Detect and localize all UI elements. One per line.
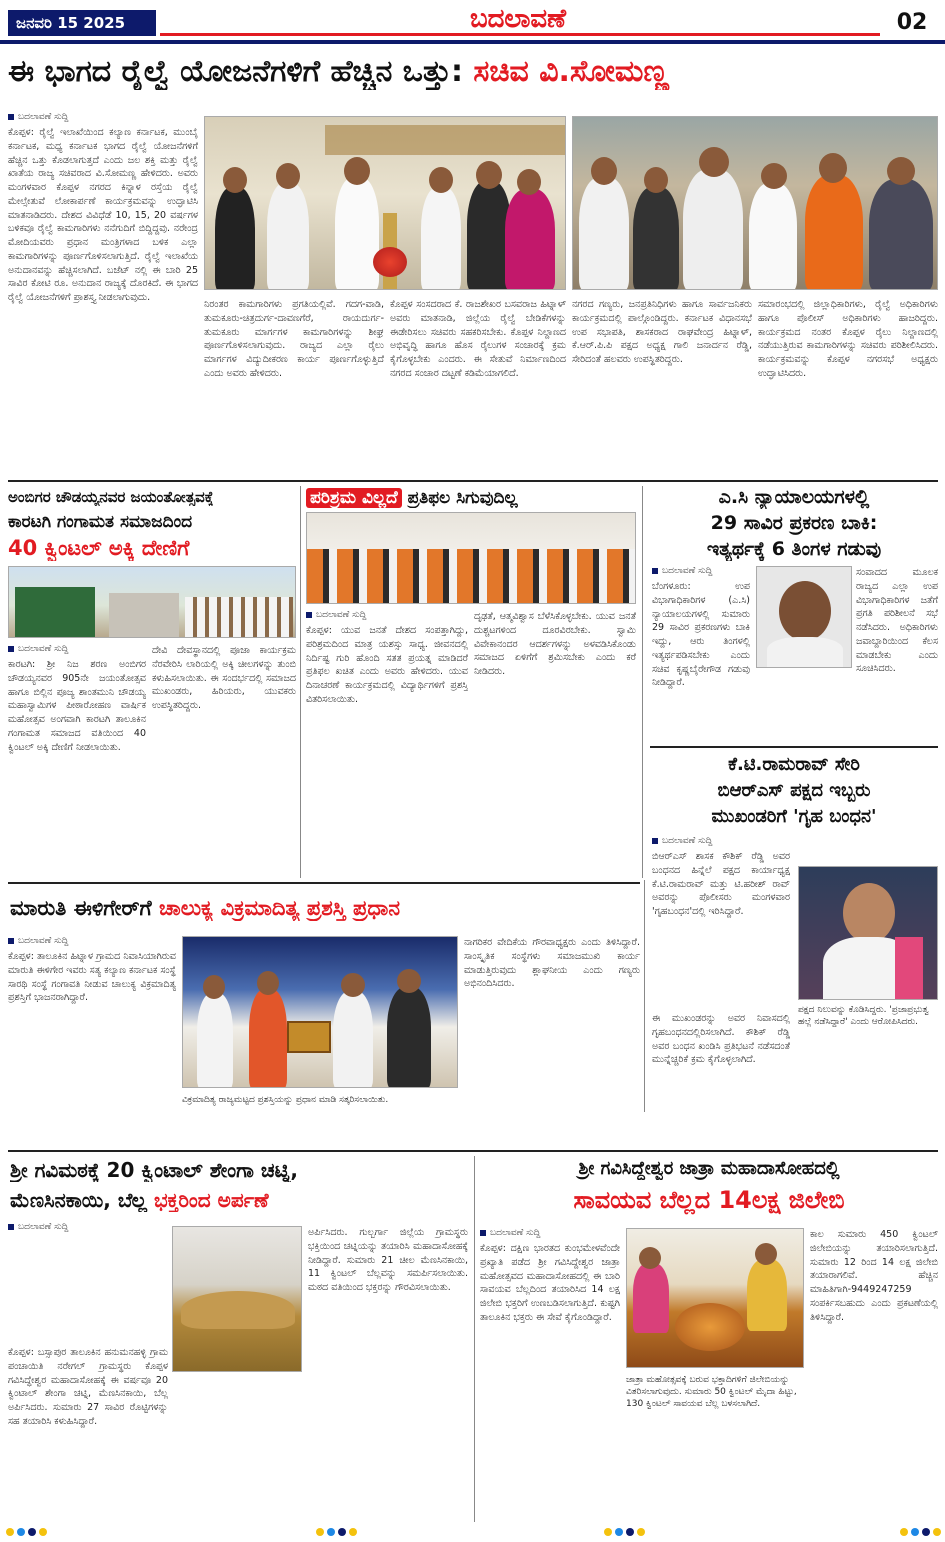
divider: [474, 1156, 475, 1522]
s7-column-2: ಅರ್ಪಿಸಿದರು. ಗುಲ್ಬರ್ಗಾ ಜಿಲ್ಲೆಯ ಗ್ರಾಮಸ್ಥರು ಭಕ್ತಿಯಿಂದ ಚಟ್ನಿಯನ್ನು ತಯಾರಿಸಿ ಮಹಾದಾಸೋಹಕ್ಕೆ ನೀಡಿದ್ದಾರೆ. ಸುಮಾರು 21 ಚೀಲ ಮೆಣಸಿನಕಾಯಿ, 11 ಕ್ವಿಂಟಲ್ ಬೆಲ್ಲವನ್ನು ಸಮರ್ಪಿಸಲಾಯಿತು. ಮಠದ ವತಿಯಿಂದ ಭಕ್ತರನ್ನು ಗೌರವಿಸಲಾಯಿತು.: [308, 1227, 468, 1294]
s4-column-2a: [756, 674, 852, 740]
s5-portrait: [798, 866, 938, 1000]
divider: [642, 486, 643, 878]
s4-portrait: [756, 566, 852, 668]
s6-photo: [182, 936, 458, 1088]
s5-column-3: [798, 1052, 938, 1112]
s6-byline: ಬದಲಾವಣೆ ಸುದ್ದಿ: [8, 936, 178, 946]
lead-headline-a: ಈ ಭಾಗದ ರೈಲ್ವೆ ಯೋಜನೆಗಳಿಗೆ ಹೆಚ್ಚಿನ ಒತ್ತು:: [8, 54, 463, 89]
s7-column-1: ಕೊಪ್ಪಳ: ಬಸ್ಸಾಪುರ ತಾಲೂಕಿನ ಹನುಮನಹಳ್ಳಿ ಗ್ರಾಮ ಪಂಚಾಯಿತಿ ನರೇಗಲ್ ಗ್ರಾಮಸ್ಥರು ಕೊಪ್ಪಳ ಗವಿಸಿದ್ಧೇಶ್ವರ ಮಹಾದಾಸೋಹಕ್ಕೆ ಈ ವರ್ಷವೂ 20 ಕ್ವಿಂಟಾಲ್ ಶೇಂಗಾ ಚಟ್ನಿ, ಮೆಣಸಿನಕಾಯಿ, ಬೆಲ್ಲ ಅರ್ಪಿಸಿದರು. ಸುಮಾರು 27 ಸಾವಿರ ರೊಟ್ಟಿಗಳನ್ನು ಸಹ ತಯಾರಿಸಿ ಕಳುಹಿಸಿದ್ದಾರೆ.: [8, 1347, 168, 1427]
s7-headline-line2a: ಮೆಣಸಿನಕಾಯಿ, ಬೆಲ್ಲ: [10, 1188, 148, 1212]
s8-column-2: ಕಾಲ ಸುಮಾರು 450 ಕ್ವಿಂಟಲ್ ಜಿಲೇಬಿಯನ್ನು ತಯಾರಿಸಲಾಗುತ್ತಿದೆ. ಸುಮಾರು 12 ರಿಂದ 14 ಲಕ್ಷ ಜಿಲೇಬಿ ತಯಾರಾಗಲಿವೆ. ಹೆಚ್ಚಿನ ಮಾಹಿತಿಗಾಗಿ-9449247259 ಸಂಪರ್ಕಿಸಬಹುದು ಎಂದು ಪ್ರಕಟಣೆಯಲ್ಲಿ ತಿಳಿಸಿದ್ದಾರೆ.: [810, 1229, 938, 1323]
s3-headline-b: ಪ್ರತಿಫಲ ಸಿಗುವುದಿಲ್ಲ: [407, 488, 518, 508]
s6-column-2: ನಾಗರಿಕರ ವೇದಿಕೆಯ ಗೌರವಾಧ್ಯಕ್ಷರು ಎಂದು ತಿಳಿಸಿದ್ದಾರೆ. ಸಾಂಸ್ಕೃತಿಕ ಸಂಸ್ಥೆಗಳು ಸಮಾಜಮುಖಿ ಕಾರ್ಯ ಮಾಡುತ್ತಿರುವುದು ಶ್ಲಾಘನೀಯ ಎಂದು ಗಣ್ಯರು ಅಭಿನಂದಿಸಿದರು.: [464, 937, 640, 990]
s4-column-2: ಸಂವಾದದ ಮೂಲಕ ರಾಜ್ಯದ ಎಲ್ಲಾ ಉಪ ವಿಭಾಗಾಧಿಕಾರಿಗಳ ಜತೆಗೆ ಪ್ರಗತಿ ಪರಿಶೀಲನೆ ಸಭೆ ನಡೆಸಿದರು. ಅಧಿಕಾರಿಗಳು ಜವಾಬ್ದಾರಿಯಿಂದ ಕೆಲಸ ಮಾಡಬೇಕು ಎಂದು ಸೂಚಿಸಿದರು.: [856, 567, 938, 675]
masthead-underline: [0, 40, 945, 44]
divider: [644, 880, 645, 1112]
s5-headline-line1: ಕೆ.ಟಿ.ರಾಮರಾವ್ ಸೇರಿ: [728, 754, 860, 775]
divider: [8, 1150, 938, 1152]
s8-headline-line1: ಶ್ರೀ ಗವಿಸಿದ್ದೇಶ್ವರ ಜಾತ್ರಾ ಮಹಾದಾಸೋಹದಲ್ಲಿ: [578, 1158, 840, 1179]
footer-dots-center-left: [316, 1528, 357, 1536]
s3-headline: [306, 488, 640, 508]
s3-column-2: ದೃಢತೆ, ಆತ್ಮವಿಶ್ವಾಸ ಬೆಳೆಸಿಕೊಳ್ಳಬೇಕು. ಯುವ ಜನತೆ ದುಶ್ಚಟಗಳಿಂದ ದೂರವಿರಬೇಕು. ಸ್ವಾಮಿ ವಿವೇಕಾನಂದರ ಆದರ್ಶಗಳನ್ನು ಅಳವಡಿಸಿಕೊಂಡು ಸಮಾಜದ ಏಳಿಗೆಗೆ ಶ್ರಮಿಸಬೇಕು ಎಂದು ಕರೆ ನೀಡಿದರು.: [474, 611, 636, 678]
lead-headline-b: ಸಚಿವ ವಿ.ಸೋಮಣ್ಣ: [473, 54, 669, 89]
s6-headline-a: ಮಾರುತಿ ಈಳಿಗೇರ್‌ಗೆ: [10, 896, 152, 920]
masthead-title: ಬದಲಾವಣೆ: [470, 4, 567, 34]
s2-column-2: ದೇವಿ ದೇವಸ್ಥಾನದಲ್ಲಿ ಪೂಜಾ ಕಾರ್ಯಕ್ರಮ ನೆರವೇರಿಸಿ ಲಾರಿಯಲ್ಲಿ ಅಕ್ಕಿ ಚೀಲಗಳನ್ನು ತುಂಬಿ ಕಳುಹಿಸಲಾಯಿತು. ಈ ಸಂದರ್ಭದಲ್ಲಿ ಸಮಾಜದ ಮುಖಂಡರು, ಹಿರಿಯರು, ಯುವಕರು ಉಪಸ್ಥಿತರಿದ್ದರು.: [152, 645, 296, 712]
s4-headline-line2: 29 ಸಾವಿರ ಪ್ರಕರಣ ಬಾಕಿ:: [710, 512, 878, 534]
s6-headline-b: ಚಾಲುಕ್ಯ ವಿಕ್ರಮಾದಿತ್ಯ ಪ್ರಶಸ್ತಿ ಪ್ರಧಾನ: [158, 896, 401, 920]
lead-column-4: ನಗರದ ಗಣ್ಯರು, ಜನಪ್ರತಿನಿಧಿಗಳು ಹಾಗೂ ಸಾರ್ವಜನಿಕರು ಕಾರ್ಯಕ್ರಮದಲ್ಲಿ ಪಾಲ್ಗೊಂಡಿದ್ದರು. ಕರ್ನಾಟಕ ವಿಧಾನಸಭೆ ಉಪ ಸಭಾಪತಿ, ಶಾಸಕರಾದ ರಾಘವೇಂದ್ರ ಹಿಟ್ನಾಳ್, ಕೆ.ಆರ್.ಪಿ.ಪಿ ಪಕ್ಷದ ಅಧ್ಯಕ್ಷ ಗಾಲಿ ಜನಾರ್ದನ ರೆಡ್ಡಿ, ಸೇರಿದಂತೆ ಹಲವರು ಉಪಸ್ಥಿತರಿದ್ದರು.: [572, 299, 752, 366]
lead-column-2: ನಿರಂತರ ಕಾಮಗಾರಿಗಳು ಪ್ರಗತಿಯಲ್ಲಿವೆ. ಗದಗ-ವಾಡಿ, ತುಮಕೂರು-ಚಿತ್ರದುರ್ಗ-ದಾವಣಗೆರೆ, ರಾಯದುರ್ಗ-ತುಮಕೂರು ಮಾರ್ಗಗಳ ಕಾಮಗಾರಿಗಳನ್ನು ಶೀಘ್ರ ಪೂರ್ಣಗೊಳಿಸಲಾಗುವುದು. ರಾಜ್ಯದ ಎಲ್ಲಾ ರೈಲು ಮಾರ್ಗಗಳ ವಿದ್ಯುದೀಕರಣ ಕಾರ್ಯ ಪೂರ್ಣಗೊಳ್ಳುತ್ತಿದೆ ಎಂದು ಅವರು ಹೇಳಿದರು.: [204, 299, 384, 379]
s2-kicker: ಅಂಬಿಗರ ಚೌಡಯ್ಯನವರ ಜಯಂತೋತ್ಸವಕ್ಕೆ: [8, 488, 214, 506]
s7-headline-line2: [10, 1188, 470, 1212]
s8-column-1: ಕೊಪ್ಪಳ: ದಕ್ಷಿಣ ಭಾರತದ ಕುಂಭಮೇಳವೆಂದೇ ಪ್ರಖ್ಯಾತಿ ಪಡೆದ ಶ್ರೀ ಗವಿಸಿದ್ದೇಶ್ವರ ಜಾತ್ರಾ ಮಹೋತ್ಸವದ ಮಹಾದಾಸೋಹದಲ್ಲಿ ಈ ಬಾರಿ ಸಾವಯವ ಬೆಲ್ಲದಿಂದ ತಯಾರಿಸಿದ 14 ಲಕ್ಷ ಜಿಲೇಬಿ ಭಕ್ತರಿಗೆ ಉಣಬಡಿಸಲಾಗುತ್ತಿದೆ. ಕುಷ್ಟಗಿ ತಾಲೂಕಿನ ಭಕ್ತರು ಈ ಸೇವೆ ಕೈಗೊಂಡಿದ್ದಾರೆ.: [480, 1243, 620, 1323]
s4-column-1: ಬೆಂಗಳೂರು: ಉಪ ವಿಭಾಗಾಧಿಕಾರಿಗಳ (ಎ.ಸಿ) ನ್ಯಾಯಾಲಯಗಳಲ್ಲಿ ಸುಮಾರು 29 ಸಾವಿರ ಪ್ರಕರಣಗಳು ಬಾಕಿ ಇದ್ದು, ಆರು ತಿಂಗಳಲ್ಲಿ ಇತ್ಯರ್ಥಪಡಿಸಬೇಕು ಎಂದು ಸಚಿವ ಕೃಷ್ಣಬೈರೇಗೌಡ ಗಡುವು ನೀಡಿದ್ದಾರೆ.: [652, 581, 750, 689]
lead-byline: ಬದಲಾವಣೆ ಸುದ್ದಿ: [8, 112, 198, 122]
lead-column-5: ಸಮಾರಂಭದಲ್ಲಿ ಜಿಲ್ಲಾಧಿಕಾರಿಗಳು, ರೈಲ್ವೆ ಅಧಿಕಾರಿಗಳು ಹಾಗೂ ಪೊಲೀಸ್ ಅಧಿಕಾರಿಗಳು ಹಾಜರಿದ್ದರು. ಕಾರ್ಯಕ್ರಮದ ನಂತರ ಕೊಪ್ಪಳ ರೈಲು ನಿಲ್ದಾಣದಲ್ಲಿ ನಡೆಯುತ್ತಿರುವ ಕಾಮಗಾರಿಗಳನ್ನು ಸಚಿವರು ಪರಿಶೀಲಿಸಿದರು. ಕಾರ್ಯಕ್ರಮವನ್ನು ಕೊಪ್ಪಳ ನಗರಸಭೆ ಅಧ್ಯಕ್ಷರು ಉದ್ಘಾಟಿಸಿದರು.: [758, 299, 938, 379]
s6-column-1: ಕೊಪ್ಪಳ: ತಾಲೂಕಿನ ಹಿಟ್ನಾಳ ಗ್ರಾಮದ ನಿವಾಸಿಯಾಗಿರುವ ಮಾರುತಿ ಈಳಿಗೇರ ಇವರು ಸತ್ಯ ಕಲ್ಯಾಣ ಕರ್ನಾಟಕ ಸಂಸ್ಥೆ ಸಾರಥಿ ಸಂಸ್ಥೆ ಗಂಗಾವತಿ ನೀಡುವ ಚಾಲುಕ್ಯ ವಿಕ್ರಮಾದಿತ್ಯ ಪ್ರಶಸ್ತಿಗೆ ಭಾಜನರಾಗಿದ್ದಾರೆ.: [8, 951, 176, 1004]
divider: [300, 486, 301, 878]
s5-headline-line2: ಬಿಆರ್‌ಎಸ್ ಪಕ್ಷದ ಇಬ್ಬರು: [717, 780, 871, 801]
lead-column-3: ಕೊಪ್ಪಳ ಸಂಸದರಾದ ಕೆ. ರಾಜಶೇಖರ ಬಸವರಾಜ ಹಿಟ್ನಾಳ್ ಅವರು ಮಾತನಾಡಿ, ಜಿಲ್ಲೆಯ ರೈಲ್ವೆ ಬೇಡಿಕೆಗಳನ್ನು ಈಡೇರಿಸಲು ಸಚಿವರು ಸಹಕರಿಸಬೇಕು. ಕೊಪ್ಪಳ ನಿಲ್ದಾಣದ ಅಭಿವೃದ್ಧಿ ಹಾಗೂ ಹೊಸ ರೈಲುಗಳ ಸಂಚಾರಕ್ಕೆ ಕ್ರಮ ಕೈಗೊಳ್ಳಬೇಕು ಎಂದರು. ಈ ಸೇತುವೆ ನಿರ್ಮಾಣದಿಂದ ನಗರದ ಸಂಚಾರ ದಟ್ಟಣೆ ಕಡಿಮೆಯಾಗಲಿದೆ.: [390, 299, 566, 379]
divider: [8, 882, 640, 884]
s7-photo: [172, 1226, 302, 1372]
page-number: 02: [896, 10, 928, 35]
s3-column-1: ಕೊಪ್ಪಳ: ಯುವ ಜನತೆ ದೇಶದ ಸಂಪತ್ತಾಗಿದ್ದು, ಪರಿಶ್ರಮದಿಂದ ಮಾತ್ರ ಯಶಸ್ಸು ಸಾಧ್ಯ. ಜೀವನದಲ್ಲಿ ನಿರ್ದಿಷ್ಟ ಗುರಿ ಹೊಂದಿ ಸತತ ಪ್ರಯತ್ನ ಮಾಡಿದರೆ ಪ್ರತಿಫಲ ಖಚಿತ ಎಂದು ಅವರು ಹೇಳಿದರು. ಯುವ ದಿನಾಚರಣೆ ಕಾರ್ಯಕ್ರಮದಲ್ಲಿ ವಿದ್ಯಾರ್ಥಿಗಳಿಗೆ ಪ್ರಶಸ್ತಿ ವಿತರಿಸಲಾಯಿತು.: [306, 625, 468, 705]
footer-dots-right: [900, 1528, 941, 1536]
s4-headline-line3: ಇತ್ಯರ್ಥಕ್ಕೆ 6 ತಿಂಗಳ ಗಡುವು: [706, 538, 882, 560]
s6-headline: [10, 896, 640, 921]
s2-photo: [8, 566, 296, 638]
s7-column-1b: [172, 1376, 302, 1522]
s7-byline: ಬದಲಾವಣೆ ಸುದ್ದಿ: [8, 1222, 168, 1232]
s8-byline: ಬದಲಾವಣೆ ಸುದ್ದಿ: [480, 1228, 620, 1238]
s6-photo-caption: ವಿಕ್ರಮಾದಿತ್ಯ ರಾಜ್ಯಮಟ್ಟದ ಪ್ರಶಸ್ತಿಯನ್ನು ಪ್ರಧಾನ ಮಾಡಿ ಸತ್ಕರಿಸಲಾಯಿತು.: [182, 1095, 389, 1105]
footer-dots-center-right: [604, 1528, 645, 1536]
s7-headline-line2b: ಭಕ್ತರಿಂದ ಅರ್ಪಣೆ: [153, 1188, 269, 1212]
lead-headline: [8, 54, 938, 90]
lead-photo-crowd: [572, 116, 938, 290]
s5-byline: ಬದಲಾವಣೆ ಸುದ್ದಿ: [652, 836, 792, 846]
divider: [650, 746, 938, 748]
s5-column-2: ಈ ಮುಖಂಡರನ್ನು ಅವರ ನಿವಾಸದಲ್ಲಿ ಗೃಹಬಂಧನದಲ್ಲಿರಿಸಲಾಗಿದೆ. ಕೌಶಿಕ್ ರೆಡ್ಡಿ ಅವರ ಬಂಧನ ಖಂಡಿಸಿ ಪ್ರತಿಭಟನೆ ನಡೆಸದಂತೆ ಮುನ್ನೆಚ್ಚರಿಕೆ ಕ್ರಮ ಕೈಗೊಳ್ಳಲಾಗಿದೆ.: [652, 1013, 790, 1066]
s3-headline-a: ಪರಿಶ್ರಮ ವಿಲ್ಲದೆ: [306, 488, 402, 508]
s5-column-1: ಬಿಆರ್‌ಎಸ್ ಶಾಸಕ ಕೌಶಿಕ್ ರೆಡ್ಡಿ ಅವರ ಬಂಧನದ ಹಿನ್ನೆಲೆ ಪಕ್ಷದ ಕಾರ್ಯಾಧ್ಯಕ್ಷ ಕೆ.ಟಿ.ರಾಮರಾವ್ ಮತ್ತು ಟಿ.ಹರೀಶ್ ರಾವ್ ಅವರನ್ನು ಪೊಲೀಸರು ಮಂಗಳವಾರ 'ಗೃಹಬಂಧನ'ದಲ್ಲಿ ಇರಿಸಿದ್ದಾರೆ.: [652, 851, 790, 918]
masthead-date: ಜನವರಿ 15 2025: [8, 10, 156, 36]
s2-headline-line3: 40 ಕ್ವಿಂಟಲ್ ಅಕ್ಕಿ ದೇಣಿಗೆ: [8, 536, 190, 560]
s4-byline: ಬದಲಾವಣೆ ಸುದ್ದಿ: [652, 566, 752, 576]
footer-dots-left: [6, 1528, 47, 1536]
s8-photo-caption: ಜಾತ್ರಾ ಮಹೋತ್ಸವಕ್ಕೆ ಬರುವ ಭಕ್ತಾದಿಗಳಿಗೆ ಜಿಲೇಬಿಯನ್ನು ವಿತರಿಸಲಾಗುವುದು. ಸುಮಾರು 50 ಕ್ವಿಂಟಲ್ ಮೈದಾ ಹಿಟ್ಟು, 130 ಕ್ವಿಂಟಲ್ ಸಾವಯವ ಬೆಲ್ಲ ಬಳಸಲಾಗಿದೆ.: [626, 1375, 797, 1410]
s3-byline: ಬದಲಾವಣೆ ಸುದ್ದಿ: [306, 610, 466, 620]
s5-headline-line3: ಮುಖಂಡರಿಗೆ 'ಗೃಹ ಬಂಧನ': [711, 806, 877, 827]
s8-photo: [626, 1228, 804, 1368]
s3-photo: [306, 512, 636, 604]
s8-headline-line2: ಸಾವಯವ ಬೆಲ್ಲದ 14ಲಕ್ಷ ಜಿಲೇಬಿ: [573, 1186, 845, 1214]
lead-column-1: ಕೊಪ್ಪಳ: ರೈಲ್ವೆ ಇಲಾಖೆಯಿಂದ ಕಲ್ಯಾಣ ಕರ್ನಾಟಕ, ಮುಂಬೈ ಕರ್ನಾಟಕ, ಮಧ್ಯ ಕರ್ನಾಟಕ ಭಾಗದ ರೈಲ್ವೆ ಯೋಜನೆಗಳಿಗೆ ಹೆಚ್ಚಿನ ಒತ್ತು ಕೊಡಲಾಗುತ್ತದೆ ಎಂದು ಜಲ ಶಕ್ತಿ ಮತ್ತು ರೈಲ್ವೆ ಖಾತೆಯ ರಾಜ್ಯ ಸಚಿವರಾದ ವಿ.ಸೋಮಣ್ಣ ಹೇಳಿದರು. ಅವರು ಮಂಗಳವಾರ ಕೊಪ್ಪಳ ನಗರದ ಕಿನ್ನಾಳ ರಸ್ತೆಯ ರೈಲ್ವೆ ಮೇಲ್ಸೇತುವೆ ಲೋಕಾರ್ಪಣೆ ಕಾರ್ಯಕ್ರಮವನ್ನು ಉದ್ಘಾಟಿಸಿ ಮಾತನಾಡಿದರು. ದೇಶದ ವಿವಿಧೆಡೆ 10, 15, 20 ವರ್ಷಗಳ ಬಳಿಕವೂ ರೈಲ್ವೆ ಕಾಮಗಾರಿಗಳು ನನೆಗುದಿಗೆ ಬಿದ್ದಿದ್ದವು. ನರೇಂದ್ರ ಮೋದಿಯವರು ಪ್ರಧಾನ ಮಂತ್ರಿಗಳಾದ ಬಳಿಕ ಎಲ್ಲಾ ಕಾಮಗಾರಿಗಳನ್ನು ಪೂರ್ಣಗೊಳಿಸಲಾಗುತ್ತಿದೆ. ರೈಲ್ವೆ ಇಲಾಖೆಯ ಅನುದಾನವನ್ನು ಹೆಚ್ಚಿಸಲಾಗಿದೆ. ಬಜೆಟ್ ನಲ್ಲಿ ಈ ಬಾರಿ 25 ಸಾವಿರ ಕೋಟಿ ರೂ. ಅನುದಾನ ರಾಜ್ಯಕ್ಕೆ ದೊರಕಿದೆ. ಈ ಭಾಗದ ರೈಲ್ವೆ ಯೋಜನೆಗಳಿಗೆ ಪ್ರಾಶಸ್ತ್ಯ ನೀಡಲಾಗುವುದು.: [8, 127, 198, 304]
s2-column-1: ಕಾರಟಗಿ: ಶ್ರೀ ನಿಜ ಶರಣ ಅಂಬಿಗರ ಚೌಡಯ್ಯನವರ 905ನೇ ಜಯಂತೋತ್ಸವ ಹಾಗೂ ಬಿಲ್ಲಿನ ಪೂಜ್ಯ ಶಾಂತಮುನಿ ಚೌಡಯ್ಯ ಮಹಾಸ್ವಾಮಿಗಳ ಪೀಠಾರೋಹಣ ವಾರ್ಷಿಕ ಮಹೋತ್ಸವ ಅಂಗವಾಗಿ ಕಾರಟಗಿ ತಾಲೂಕಿನ ಗಂಗಾಮತ ಸಮಾಜದ ವತಿಯಿಂದ 40 ಕ್ವಿಂಟಲ್ ಅಕ್ಕಿ ದೇಣಿಗೆ ನೀಡಲಾಯಿತು.: [8, 659, 146, 753]
lead-photo-stage: [204, 116, 566, 290]
s5-photo-caption: ಪಕ್ಷದ ನಿಲುವನ್ನು ಕೊಡಿಸಿದ್ದರು. 'ಪ್ರಜಾಪ್ರಭುತ್ವ ಹಲ್ಲೆ ನಡೆಸಿದ್ದಾರೆ' ಎಂದು ಆರೋಪಿಸಿದರು.: [798, 1005, 929, 1028]
s2-headline-line2: ಕಾರಟಗಿ ಗಂಗಾಮತ ಸಮಾಜದಿಂದ: [8, 512, 193, 532]
s4-headline-line1: ಎ.ಸಿ ನ್ಯಾಯಾಲಯಗಳಲ್ಲಿ: [718, 486, 870, 508]
s7-headline-line1: ಶ್ರೀ ಗವಿಮಠಕ್ಕೆ 20 ಕ್ವಿಂಟಾಲ್ ಶೇಂಗಾ ಚಟ್ನಿ,: [10, 1158, 298, 1182]
s2-byline: ಬದಲಾವಣೆ ಸುದ್ದಿ: [8, 644, 148, 654]
divider: [8, 480, 938, 482]
